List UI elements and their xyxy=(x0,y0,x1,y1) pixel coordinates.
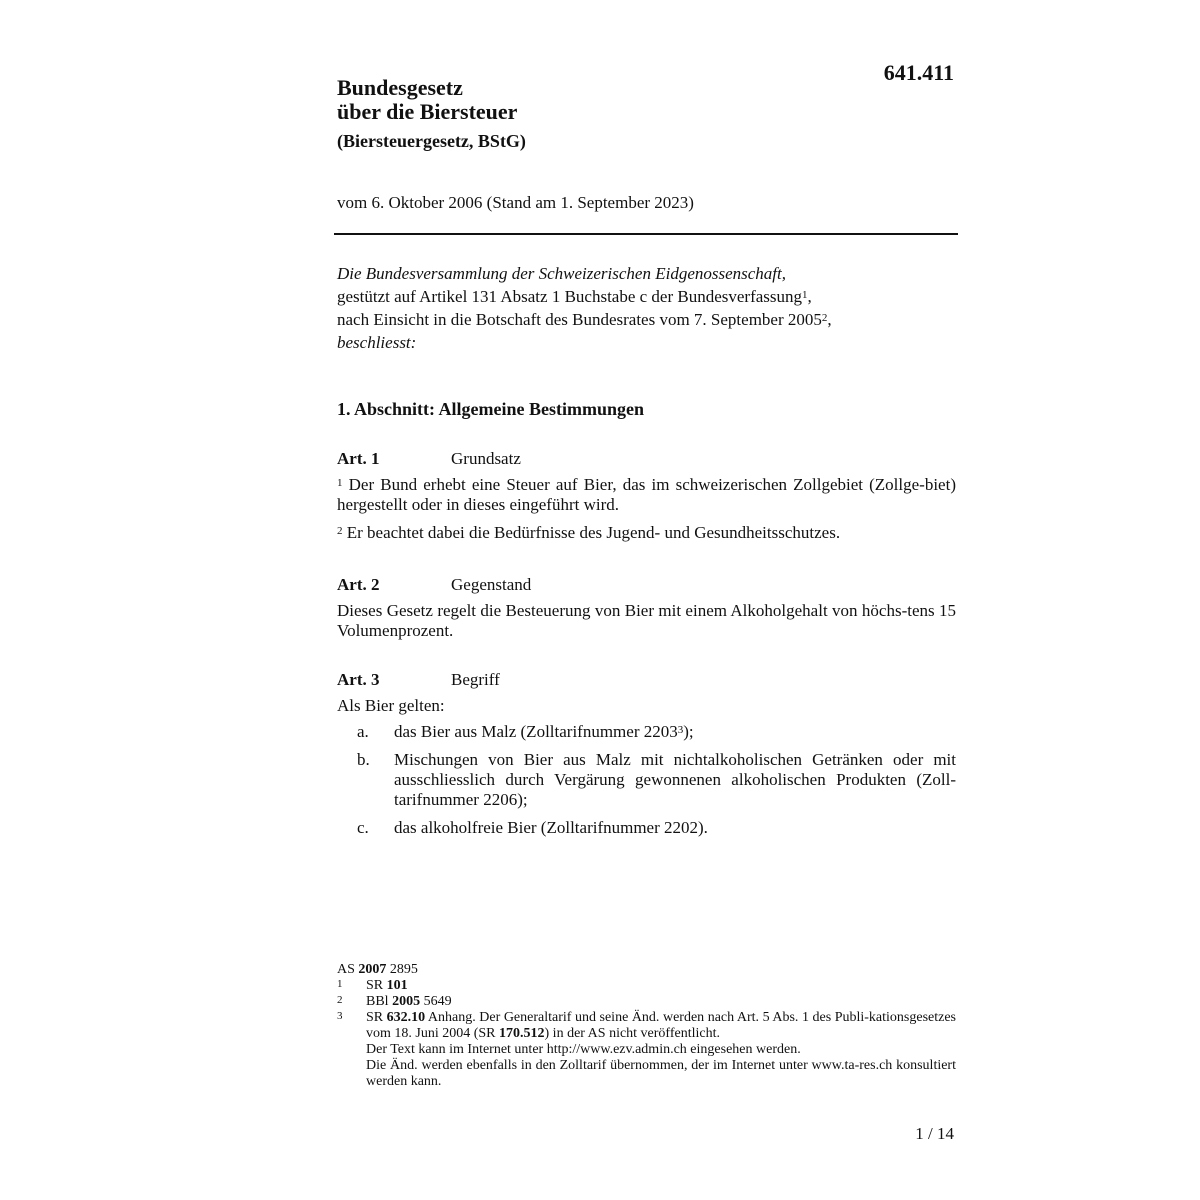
as-reference xyxy=(337,962,956,978)
fn-line-1 xyxy=(366,1010,956,1041)
fn-bold: 101 xyxy=(386,978,408,993)
footnote-number: 3 xyxy=(337,1010,343,1022)
paragraph-number: 2 xyxy=(337,525,343,537)
as-year: 2007 xyxy=(358,962,387,977)
fn-prefix: BBl xyxy=(366,994,393,1009)
article-1-paragraph-1 xyxy=(337,475,956,515)
basis-text: gestützt auf Artikel 131 Absatz 1 Buchstabe c der Bundesverfassung xyxy=(337,287,803,306)
list-text: Mischungen von Bier aus Malz mit nichtalkoholischen Getränken oder mit ausschliesslich durch Vergärung gewonnenen alkoholischen Produkten (Zoll-tarifnummer 2206); xyxy=(394,750,956,809)
footnote-number: 1 xyxy=(337,978,343,990)
fn-rest-2: ) in der AS nicht veröffentlicht. xyxy=(544,1026,720,1041)
footnote-3 xyxy=(337,1010,956,1090)
footnote-text xyxy=(366,994,956,1010)
article-1-paragraph-2 xyxy=(337,523,956,543)
title-line-1: Bundesgesetz xyxy=(337,75,463,100)
article-1-header xyxy=(337,449,956,469)
footnote-2 xyxy=(337,994,956,1010)
paragraph-number: 1 xyxy=(337,477,343,489)
article-2-number: Art. 2 xyxy=(337,575,380,594)
page-number: 1 / 14 xyxy=(915,1124,954,1143)
article-2 xyxy=(337,575,956,649)
article-1-number: Art. 1 xyxy=(337,449,380,468)
message-line xyxy=(337,310,956,330)
article-3-heading: Begriff xyxy=(451,670,500,689)
list-item xyxy=(337,722,956,742)
short-title: (Biersteuergesetz, BStG) xyxy=(337,131,526,151)
paragraph-text: Er beachtet dabei die Bedürfnisse des Jugend- und Gesundheitsschutzes. xyxy=(346,523,841,542)
list-text: das alkoholfreie Bier (Zolltarifnummer 2202). xyxy=(394,818,708,837)
list-text xyxy=(394,722,956,742)
resolves-line: beschliesst: xyxy=(337,333,417,352)
footnote-ref-1[interactable]: 1 xyxy=(802,289,808,301)
footnote-number: 2 xyxy=(337,994,343,1006)
article-1 xyxy=(337,449,956,551)
footnote-ref-2[interactable]: 2 xyxy=(821,312,828,324)
footnote-ref-3[interactable]: 3 xyxy=(677,724,684,736)
article-3-list xyxy=(337,722,956,838)
article-3-header xyxy=(337,670,956,690)
document-title xyxy=(337,76,526,152)
sr-number: 641.411 xyxy=(883,60,954,85)
fn-line-2: Der Text kann im Internet unter http://www.ezv.admin.ch eingesehen werden. xyxy=(366,1042,801,1057)
basis-line xyxy=(337,287,956,307)
list-item-end: ); xyxy=(683,722,694,741)
basis-end: , xyxy=(807,287,812,306)
header-divider xyxy=(334,233,958,235)
fn-rest: 5649 xyxy=(420,994,452,1009)
list-letter: c. xyxy=(357,818,369,837)
article-2-text: Dieses Gesetz regelt die Besteuerung von Bier mit einem Alkoholgehalt von höchs-tens 15 Volumenprozent. xyxy=(337,601,956,640)
fn-bold: 632.10 xyxy=(386,1010,426,1025)
list-letter: b. xyxy=(357,750,370,769)
footnotes xyxy=(337,962,956,1090)
list-item xyxy=(337,818,956,838)
fn-rest: Anhang. Der Generaltarif und seine Änd. werden nach Art. 5 Abs. 1 des Publi-kationsgesetzes vom 18. Juni 2004 (SR xyxy=(366,1010,957,1041)
title-line-2: über die Biersteuer xyxy=(337,99,518,124)
list-item xyxy=(337,750,956,810)
as-page: 2895 xyxy=(386,962,418,977)
section-title: 1. Abschnitt: Allgemeine Bestimmungen xyxy=(337,399,645,419)
as-prefix: AS xyxy=(337,962,359,977)
list-item-text: das Bier aus Malz (Zolltarifnummer 2203 xyxy=(394,722,678,741)
fn-prefix: SR xyxy=(366,1010,387,1025)
article-2-header xyxy=(337,575,956,595)
preamble xyxy=(337,264,956,356)
date-line: vom 6. Oktober 2006 (Stand am 1. September 2023) xyxy=(337,193,694,212)
fn-bold-2: 170.512 xyxy=(499,1026,545,1041)
footnote-text xyxy=(366,978,956,994)
list-letter: a. xyxy=(357,722,369,741)
article-1-heading: Grundsatz xyxy=(451,449,521,468)
message-text: nach Einsicht in die Botschaft des Bundesrates vom 7. September 2005 xyxy=(337,310,822,329)
footnote-text xyxy=(366,1010,956,1090)
article-3 xyxy=(337,670,956,846)
fn-prefix: SR xyxy=(366,978,387,993)
article-2-heading: Gegenstand xyxy=(451,575,532,594)
fn-bold: 2005 xyxy=(392,994,421,1009)
fn-line-3: Die Änd. werden ebenfalls in den Zolltarif übernommen, der im Internet unter www.ta-res.ch konsultiert werden kann. xyxy=(366,1058,956,1089)
assembly-line: Die Bundesversammlung der Schweizerischen Eidgenossenschaft, xyxy=(337,264,786,283)
message-end: , xyxy=(827,310,832,329)
article-3-intro: Als Bier gelten: xyxy=(337,696,445,715)
footnote-1 xyxy=(337,978,956,994)
document-page xyxy=(337,0,956,1200)
paragraph-text: Der Bund erhebt eine Steuer auf Bier, das im schweizerischen Zollgebiet (Zollge-biet) hergestellt oder in dieses eingeführt wird. xyxy=(337,475,956,514)
article-3-number: Art. 3 xyxy=(337,670,380,689)
